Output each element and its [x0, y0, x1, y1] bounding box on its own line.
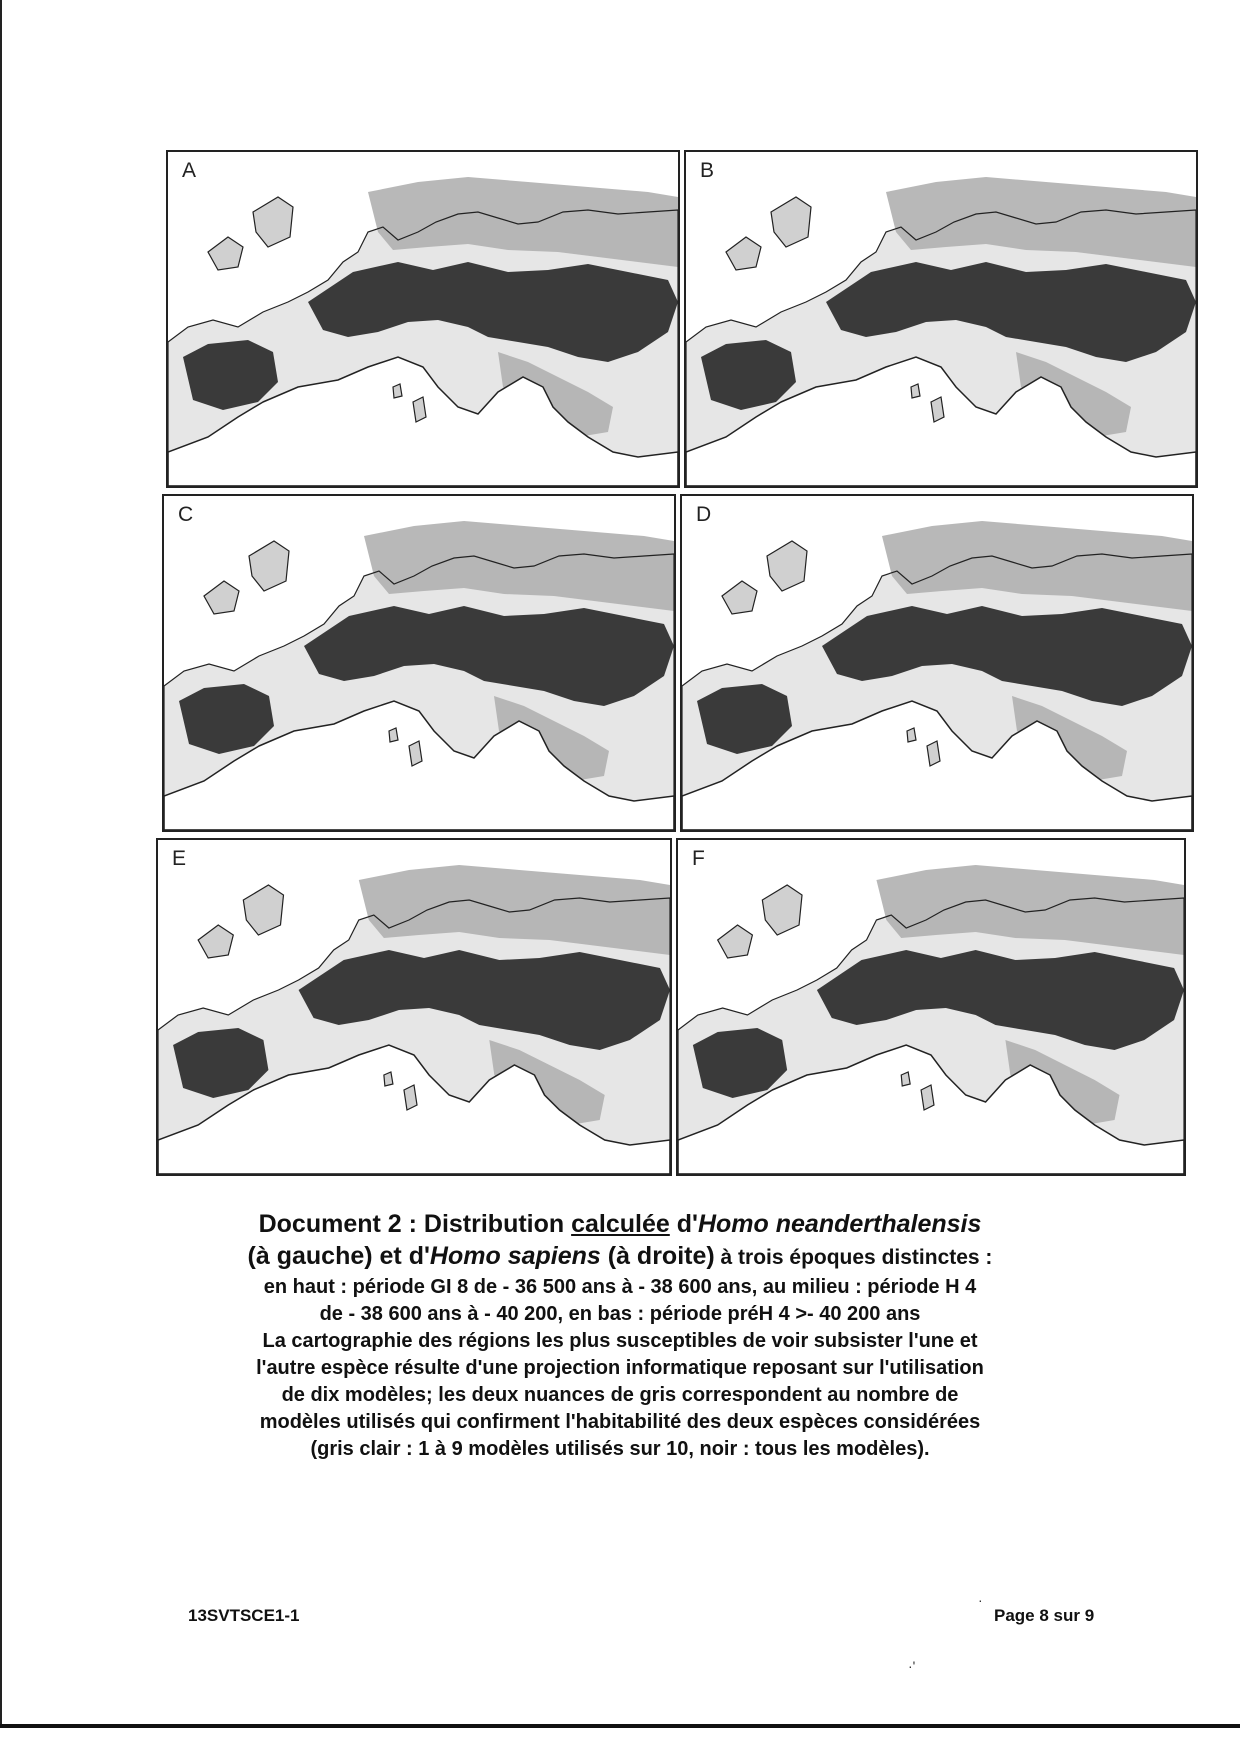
page-number: Page 8 sur 9	[994, 1606, 1095, 1625]
island	[404, 1085, 417, 1110]
map-panel-e	[156, 838, 672, 1176]
europe-map-c	[164, 496, 674, 830]
document-code: 13SVTSCE1-1	[188, 1606, 300, 1625]
island	[907, 728, 916, 742]
species-name-1: Homo neanderthalensis	[697, 1210, 982, 1238]
map-panel-d	[680, 494, 1194, 832]
caption-line-2: (à gauche) et d'Homo sapiens (à droite) à trois époques distinctes :	[247, 1242, 993, 1270]
panel-label-d: D	[696, 503, 712, 526]
island	[413, 397, 426, 422]
figure-caption	[150, 1208, 1090, 1463]
panel-label-e: E	[172, 847, 187, 870]
europe-map-e	[158, 840, 670, 1174]
island	[911, 384, 920, 398]
caption-line-4: de - 38 600 ans à - 40 200, en bas : période préH 4 >- 40 200 ans	[319, 1303, 921, 1325]
caption-paragraph-5: (gris clair : 1 à 9 modèles utilisés sur 10, noir : tous les modèles).	[310, 1438, 930, 1460]
caption-paragraph-4: modèles utilisés qui confirment l'habitabilité des deux espèces considérées	[259, 1411, 981, 1433]
island	[409, 741, 422, 766]
scan-speck: ·'	[908, 1658, 916, 1674]
map-panel-b	[684, 150, 1198, 488]
panel-label-a: A	[182, 159, 197, 182]
europe-map-f	[678, 840, 1184, 1174]
caption-paragraph-2: l'autre espèce résulte d'une projection informatique reposant sur l'utilisation	[256, 1357, 984, 1379]
map-panel-a	[166, 150, 680, 488]
map-panel-c	[162, 494, 676, 832]
island	[393, 384, 402, 398]
europe-map-b	[686, 152, 1196, 486]
map-panel-f	[676, 838, 1186, 1176]
page-bottom-edge	[0, 1724, 1240, 1728]
island	[384, 1072, 393, 1086]
island	[389, 728, 398, 742]
panel-label-b: B	[700, 159, 715, 182]
island	[927, 741, 940, 766]
caption-title: Document 2 : Distribution calculée d'Homo neanderthalensis	[258, 1210, 982, 1238]
panel-label-f: F	[692, 847, 705, 870]
island	[921, 1085, 934, 1110]
island	[931, 397, 944, 422]
caption-paragraph-3: de dix modèles; les deux nuances de gris correspondent au nombre de	[281, 1384, 959, 1406]
scan-speck: ·	[978, 1592, 983, 1608]
europe-map-d	[682, 496, 1192, 830]
caption-paragraph-1: La cartographie des régions les plus susceptibles de voir subsister l'une et	[262, 1330, 978, 1352]
page-left-edge	[0, 0, 2, 1726]
panel-label-c: C	[178, 503, 194, 526]
caption-line-3: en haut : période GI 8 de - 36 500 ans à - 38 600 ans, au milieu : période H 4	[263, 1276, 977, 1298]
species-name-2: Homo sapiens	[429, 1242, 601, 1270]
island	[901, 1072, 910, 1086]
europe-map-a	[168, 152, 678, 486]
underlined-word: calculée	[571, 1210, 670, 1238]
